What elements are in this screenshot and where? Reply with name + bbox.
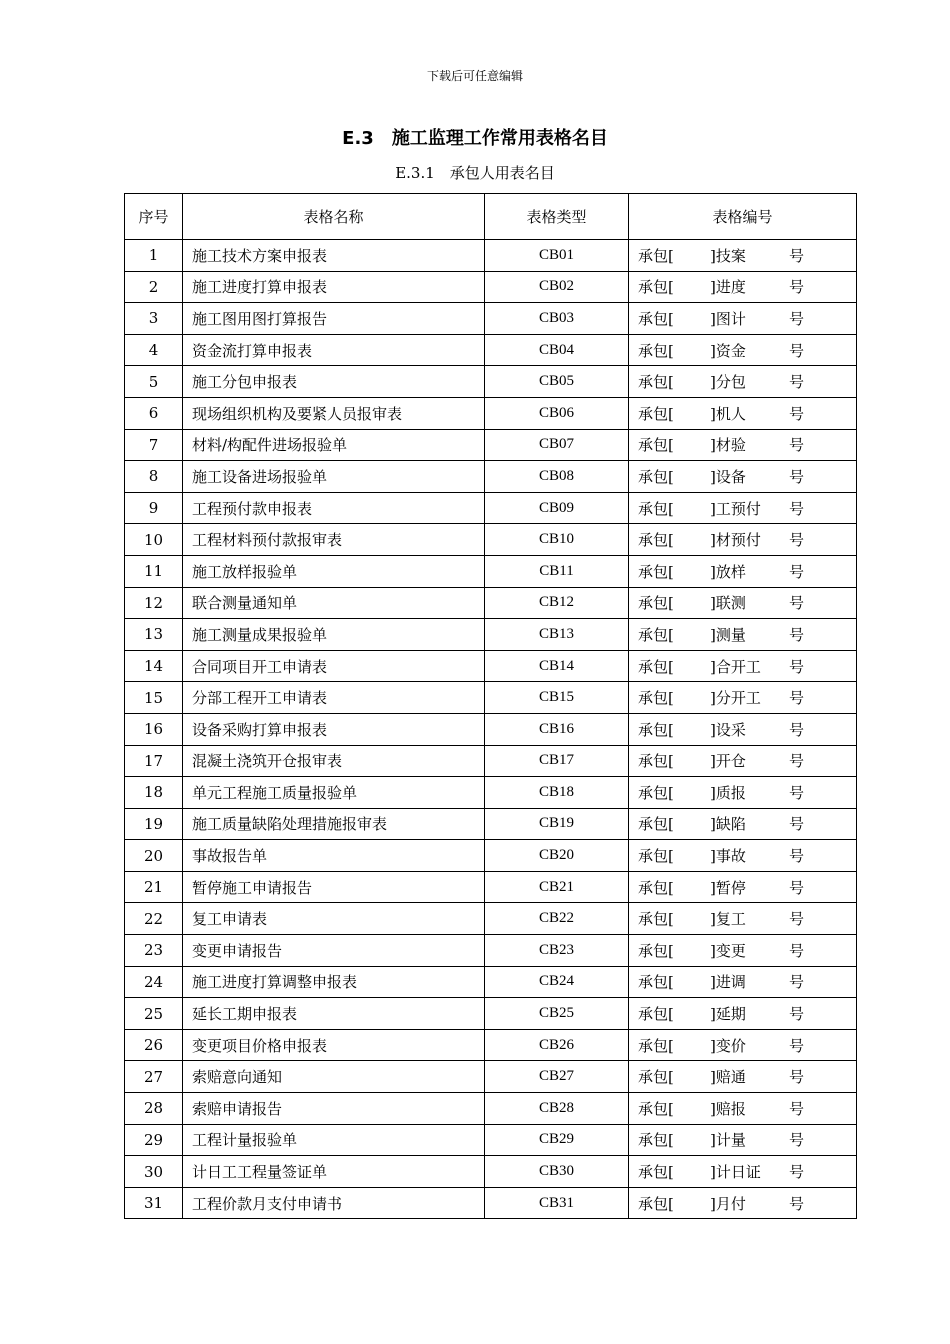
row-form-type: CB25 [485,998,629,1030]
row-form-name: 施工分包申报表 [183,366,485,398]
contractor-forms-table [124,193,857,1219]
code-abbr: ]资金 [710,341,746,360]
row-form-name: 施工进度打算申报表 [183,271,485,303]
code-abbr: ]测量 [710,625,746,644]
row-form-name: 现场组织机构及要紧人员报审表 [183,397,485,429]
row-form-type: CB16 [485,713,629,745]
code-abbr: ]赔通 [710,1068,746,1087]
code-prefix: 承包[ [638,1163,674,1182]
table-row [125,1124,857,1156]
table-row [125,966,857,998]
code-suffix: 号 [789,1131,805,1150]
row-index: 30 [125,1156,183,1188]
row-form-type: CB22 [485,903,629,935]
row-index: 11 [125,555,183,587]
code-abbr: ]机人 [710,404,746,423]
code-abbr: ]暂停 [710,878,746,897]
code-prefix: 承包[ [638,278,674,297]
table-row [125,871,857,903]
row-form-type: CB27 [485,1061,629,1093]
row-form-type: CB17 [485,745,629,777]
row-index: 15 [125,682,183,714]
code-suffix: 号 [789,752,805,771]
row-index: 12 [125,587,183,619]
code-prefix: 承包[ [638,973,674,992]
code-suffix: 号 [789,657,805,676]
row-form-type: CB04 [485,334,629,366]
code-suffix: 号 [789,1194,805,1213]
code-prefix: 承包[ [638,309,674,328]
row-form-name: 施工图用图打算报告 [183,303,485,335]
row-form-name: 工程材料预付款报审表 [183,524,485,556]
row-form-type: CB31 [485,1187,629,1219]
row-form-name: 施工测量成果报验单 [183,619,485,651]
row-form-name: 施工质量缺陷处理措施报审表 [183,808,485,840]
table-row [125,777,857,809]
code-suffix: 号 [789,404,805,423]
table-row [125,240,857,272]
row-form-code [629,1124,857,1156]
code-suffix: 号 [789,941,805,960]
row-index: 3 [125,303,183,335]
row-index: 31 [125,1187,183,1219]
section-subtitle: E.3.1 承包人用表名目 [395,164,555,182]
code-prefix: 承包[ [638,404,674,423]
code-prefix: 承包[ [638,436,674,455]
code-abbr: ]材验 [710,436,746,455]
code-suffix: 号 [789,878,805,897]
row-form-code [629,461,857,493]
code-suffix: 号 [789,341,805,360]
table-row [125,1156,857,1188]
row-form-type: CB26 [485,1029,629,1061]
code-abbr: ]工预付 [710,499,761,518]
row-form-type: CB19 [485,808,629,840]
table-row [125,745,857,777]
row-form-code [629,619,857,651]
code-prefix: 承包[ [638,625,674,644]
code-prefix: 承包[ [638,878,674,897]
code-suffix: 号 [789,246,805,265]
row-form-name: 延长工期申报表 [183,998,485,1030]
table-body [125,240,857,1219]
row-form-code [629,587,857,619]
row-form-code [629,555,857,587]
code-prefix: 承包[ [638,910,674,929]
row-form-name: 资金流打算申报表 [183,334,485,366]
row-form-name: 设备采购打算申报表 [183,713,485,745]
row-form-name: 工程价款月支付申请书 [183,1187,485,1219]
row-form-name: 施工设备进场报验单 [183,461,485,493]
row-form-code [629,871,857,903]
code-prefix: 承包[ [638,1131,674,1150]
row-form-name: 变更项目价格申报表 [183,1029,485,1061]
code-prefix: 承包[ [638,815,674,834]
code-prefix: 承包[ [638,246,674,265]
code-suffix: 号 [789,594,805,613]
table-row [125,619,857,651]
code-abbr: ]延期 [710,1005,746,1024]
row-form-code [629,840,857,872]
code-suffix: 号 [789,973,805,992]
code-abbr: ]开仓 [710,752,746,771]
row-form-type: CB05 [485,366,629,398]
row-form-type: CB12 [485,587,629,619]
table-row [125,935,857,967]
row-form-type: CB09 [485,492,629,524]
row-form-name: 单元工程施工质量报验单 [183,777,485,809]
row-form-name: 事故报告单 [183,840,485,872]
row-index: 24 [125,966,183,998]
row-index: 16 [125,713,183,745]
row-form-code [629,935,857,967]
code-prefix: 承包[ [638,689,674,708]
row-index: 14 [125,650,183,682]
code-prefix: 承包[ [638,562,674,581]
code-prefix: 承包[ [638,531,674,550]
row-form-code [629,303,857,335]
code-abbr: ]赔报 [710,1099,746,1118]
code-prefix: 承包[ [638,373,674,392]
code-suffix: 号 [789,1163,805,1182]
row-form-name: 工程预付款申报表 [183,492,485,524]
code-suffix: 号 [789,689,805,708]
table-row [125,334,857,366]
row-form-type: CB11 [485,555,629,587]
table-row [125,587,857,619]
row-form-type: CB21 [485,871,629,903]
table-header-row [125,194,857,240]
row-index: 28 [125,1093,183,1125]
row-form-code [629,745,857,777]
row-form-type: CB23 [485,935,629,967]
row-form-type: CB07 [485,429,629,461]
code-suffix: 号 [789,531,805,550]
row-index: 1 [125,240,183,272]
row-index: 8 [125,461,183,493]
code-abbr: ]图计 [710,309,746,328]
row-form-type: CB15 [485,682,629,714]
code-abbr: ]月付 [710,1194,746,1213]
code-prefix: 承包[ [638,752,674,771]
row-form-type: CB30 [485,1156,629,1188]
row-index: 7 [125,429,183,461]
table-row [125,397,857,429]
row-form-name: 联合测量通知单 [183,587,485,619]
row-index: 9 [125,492,183,524]
row-form-type: CB28 [485,1093,629,1125]
row-form-code [629,998,857,1030]
table-row [125,271,857,303]
table-row [125,840,857,872]
row-form-code [629,650,857,682]
code-suffix: 号 [789,436,805,455]
row-form-name: 索赔申请报告 [183,1093,485,1125]
row-form-name: 计日工工程量签证单 [183,1156,485,1188]
code-prefix: 承包[ [638,467,674,486]
code-suffix: 号 [789,309,805,328]
code-suffix: 号 [789,1036,805,1055]
row-index: 18 [125,777,183,809]
table-row [125,998,857,1030]
code-suffix: 号 [789,373,805,392]
row-form-code [629,334,857,366]
col-header-type: 表格类型 [485,194,629,240]
code-prefix: 承包[ [638,341,674,360]
row-form-name: 混凝土浇筑开仓报审表 [183,745,485,777]
table-row [125,808,857,840]
row-form-code [629,903,857,935]
code-abbr: ]变更 [710,941,746,960]
row-form-type: CB14 [485,650,629,682]
table-row [125,713,857,745]
code-prefix: 承包[ [638,1068,674,1087]
row-form-type: CB24 [485,966,629,998]
row-form-code [629,397,857,429]
row-form-code [629,1156,857,1188]
row-form-code [629,240,857,272]
code-suffix: 号 [789,1068,805,1087]
table-row [125,650,857,682]
row-form-type: CB03 [485,303,629,335]
row-form-name: 施工技术方案申报表 [183,240,485,272]
row-index: 25 [125,998,183,1030]
code-suffix: 号 [789,1005,805,1024]
table-row [125,429,857,461]
row-form-name: 分部工程开工申请表 [183,682,485,714]
col-header-index: 序号 [125,194,183,240]
row-form-type: CB06 [485,397,629,429]
code-prefix: 承包[ [638,499,674,518]
row-index: 17 [125,745,183,777]
row-form-type: CB02 [485,271,629,303]
code-abbr: ]放样 [710,562,746,581]
page-header-note: 下载后可任意编辑 [426,69,523,83]
code-abbr: ]设采 [710,720,746,739]
row-form-code [629,713,857,745]
code-prefix: 承包[ [638,720,674,739]
code-abbr: ]计日证 [710,1163,761,1182]
code-suffix: 号 [789,783,805,802]
code-prefix: 承包[ [638,1005,674,1024]
code-abbr: ]联测 [710,594,746,613]
code-prefix: 承包[ [638,941,674,960]
row-form-code [629,366,857,398]
row-index: 29 [125,1124,183,1156]
row-form-code [629,777,857,809]
row-form-name: 施工进度打算调整申报表 [183,966,485,998]
row-index: 19 [125,808,183,840]
code-prefix: 承包[ [638,594,674,613]
code-abbr: ]复工 [710,910,746,929]
code-prefix: 承包[ [638,1099,674,1118]
row-form-code [629,1093,857,1125]
code-suffix: 号 [789,815,805,834]
row-form-code [629,492,857,524]
row-form-type: CB01 [485,240,629,272]
code-prefix: 承包[ [638,657,674,676]
row-index: 21 [125,871,183,903]
code-suffix: 号 [789,562,805,581]
row-index: 4 [125,334,183,366]
row-index: 13 [125,619,183,651]
code-suffix: 号 [789,467,805,486]
table-row [125,461,857,493]
section-title: E.3 施工监理工作常用表格名目 [342,128,608,149]
row-form-code [629,1029,857,1061]
row-index: 2 [125,271,183,303]
row-form-name: 暂停施工申请报告 [183,871,485,903]
row-form-name: 材料/构配件进场报验单 [183,429,485,461]
code-suffix: 号 [789,720,805,739]
row-form-name: 合同项目开工申请表 [183,650,485,682]
table-row [125,1061,857,1093]
row-form-name: 复工申请表 [183,903,485,935]
code-abbr: ]进度 [710,278,746,297]
code-prefix: 承包[ [638,847,674,866]
table-row [125,303,857,335]
row-index: 5 [125,366,183,398]
col-header-code: 表格编号 [629,194,857,240]
row-form-type: CB18 [485,777,629,809]
row-form-type: CB13 [485,619,629,651]
code-prefix: 承包[ [638,1036,674,1055]
row-form-code [629,429,857,461]
row-form-name: 索赔意向通知 [183,1061,485,1093]
table-row [125,492,857,524]
code-suffix: 号 [789,910,805,929]
row-index: 26 [125,1029,183,1061]
row-form-code [629,682,857,714]
code-abbr: ]缺陷 [710,815,746,834]
row-form-type: CB08 [485,461,629,493]
row-form-code [629,1187,857,1219]
table-row [125,555,857,587]
row-index: 6 [125,397,183,429]
row-form-name: 施工放样报验单 [183,555,485,587]
row-form-type: CB10 [485,524,629,556]
table-row [125,682,857,714]
code-suffix: 号 [789,499,805,518]
row-index: 23 [125,935,183,967]
code-abbr: ]材预付 [710,531,761,550]
code-suffix: 号 [789,625,805,644]
code-suffix: 号 [789,278,805,297]
code-abbr: ]分包 [710,373,746,392]
table-row [125,1093,857,1125]
code-prefix: 承包[ [638,1194,674,1213]
row-form-type: CB29 [485,1124,629,1156]
code-abbr: ]技案 [710,246,746,265]
table-row [125,903,857,935]
row-index: 10 [125,524,183,556]
row-form-code [629,808,857,840]
row-form-type: CB20 [485,840,629,872]
code-abbr: ]事故 [710,847,746,866]
table-row [125,366,857,398]
code-abbr: ]进调 [710,973,746,992]
code-suffix: 号 [789,847,805,866]
code-prefix: 承包[ [638,783,674,802]
code-abbr: ]计量 [710,1131,746,1150]
table-row [125,1029,857,1061]
row-index: 22 [125,903,183,935]
col-header-name: 表格名称 [183,194,485,240]
row-form-code [629,524,857,556]
row-form-code [629,1061,857,1093]
row-form-code [629,271,857,303]
code-abbr: ]变价 [710,1036,746,1055]
code-abbr: ]分开工 [710,689,761,708]
row-form-name: 变更申请报告 [183,935,485,967]
row-index: 20 [125,840,183,872]
table-row [125,1187,857,1219]
code-abbr: ]合开工 [710,657,761,676]
table-row [125,524,857,556]
row-form-name: 工程计量报验单 [183,1124,485,1156]
code-abbr: ]质报 [710,783,746,802]
row-form-code [629,966,857,998]
row-index: 27 [125,1061,183,1093]
code-abbr: ]设备 [710,467,746,486]
code-suffix: 号 [789,1099,805,1118]
